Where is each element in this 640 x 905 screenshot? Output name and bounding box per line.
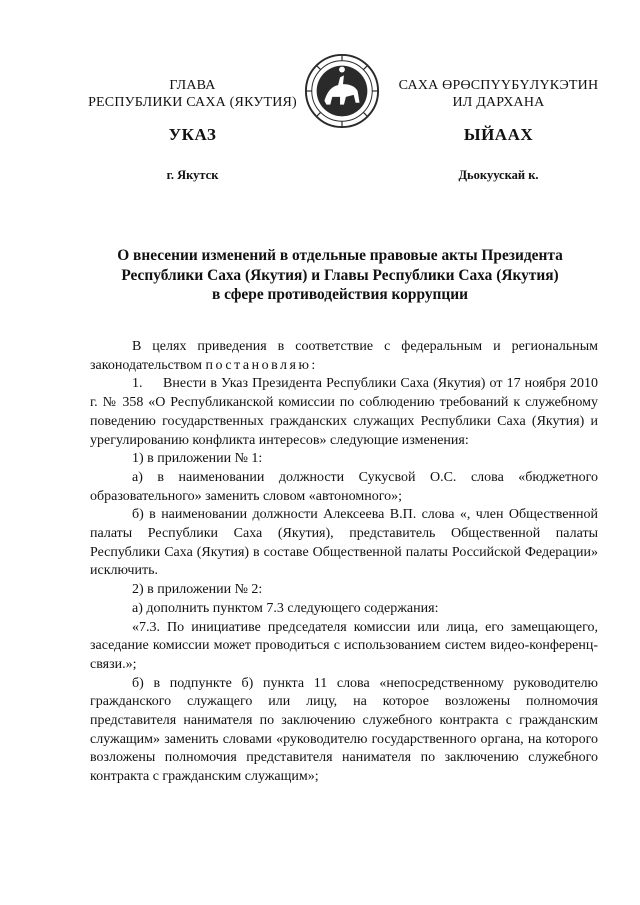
preamble-text: В целях приведения в соответствие с федеральным и региональным законодательством: [90, 339, 598, 373]
preamble-decree-word: постановляю: [205, 357, 312, 373]
paragraph-annex-2: 2) в приложении № 2:: [132, 582, 263, 598]
issuer-sakha-line1: САХА ӨРӨСПҮҮБҮЛҮКЭТИН: [398, 78, 599, 93]
paragraph-preamble: [90, 338, 598, 375]
preamble-colon: :: [311, 357, 316, 373]
sakha-emblem-icon: [303, 52, 381, 130]
issuer-ru-line1: ГЛАВА: [169, 78, 216, 93]
issuer-ru-line2: РЕСПУБЛИКИ САХА (ЯКУТИЯ): [88, 95, 297, 110]
paragraph-annex-2-a: а) дополнить пунктом 7.3 следующего содержания:: [132, 600, 439, 616]
issuer-ru: [80, 77, 305, 111]
city-sakha: Дьокуускай к.: [458, 168, 539, 182]
paragraph-annex-1-b: б) в наименовании должности Алексеева В.П. слова «, член Общественной палаты Республики Саха (Якутия), представитель Общественной палаты Республики Саха (Якутия) в составе Общественной палаты Российской Федерации» исключить.: [90, 507, 598, 579]
heading-line1: О внесении изменений в отдельные правовые акты Президента: [117, 247, 563, 264]
document-heading: [80, 246, 600, 305]
heading-line2: Республики Саха (Якутия) и Главы Республики Саха (Якутия): [121, 266, 559, 284]
paragraph-item-1: 1. Внести в Указ Президента Республики Саха (Якутия) от 17 ноября 2010 г. № 358 «О Республиканской комиссии по соблюдению требований к служебному поведению государственных гражданских служащих Республики Саха (Якутия) и урегулированию конфликта интересов» следующие изменения:: [90, 376, 598, 448]
document-body: [90, 338, 598, 787]
doc-type-ru: УКАЗ: [168, 125, 217, 144]
paragraph-annex-1: 1) в приложении № 1:: [132, 451, 263, 467]
paragraph-annex-1-a: а) в наименовании должности Сукусвой О.С. слова «бюджетного образовательного» заменить словом «автономного»;: [90, 469, 598, 504]
doc-type-sakha: ЫЙААХ: [463, 125, 534, 144]
issuer-sakha: [386, 77, 611, 111]
paragraph-annex-2-quote: «7.3. По инициативе председателя комиссии или лица, его замещающего, заседание комиссии может проводиться с использованием систем видео-конференц-связи.»;: [90, 619, 598, 672]
city-ru: г. Якутск: [166, 168, 219, 182]
heading-line3: в сфере противодействия коррупции: [212, 286, 468, 303]
issuer-sakha-line2: ИЛ ДАРХАНА: [452, 95, 545, 110]
paragraph-annex-2-b: б) в подпункте б) пункта 11 слова «непосредственному руководителю гражданского служащего или лицу, на которое возложены полномочия представителя нанимателя по заключению служебного контракта с гражданским служащим» заменить словами «руководителю государственного органа, на которого возложены полномочия представителя нанимателя по заключению служебного контракта с гражданским служащим»;: [90, 675, 598, 785]
